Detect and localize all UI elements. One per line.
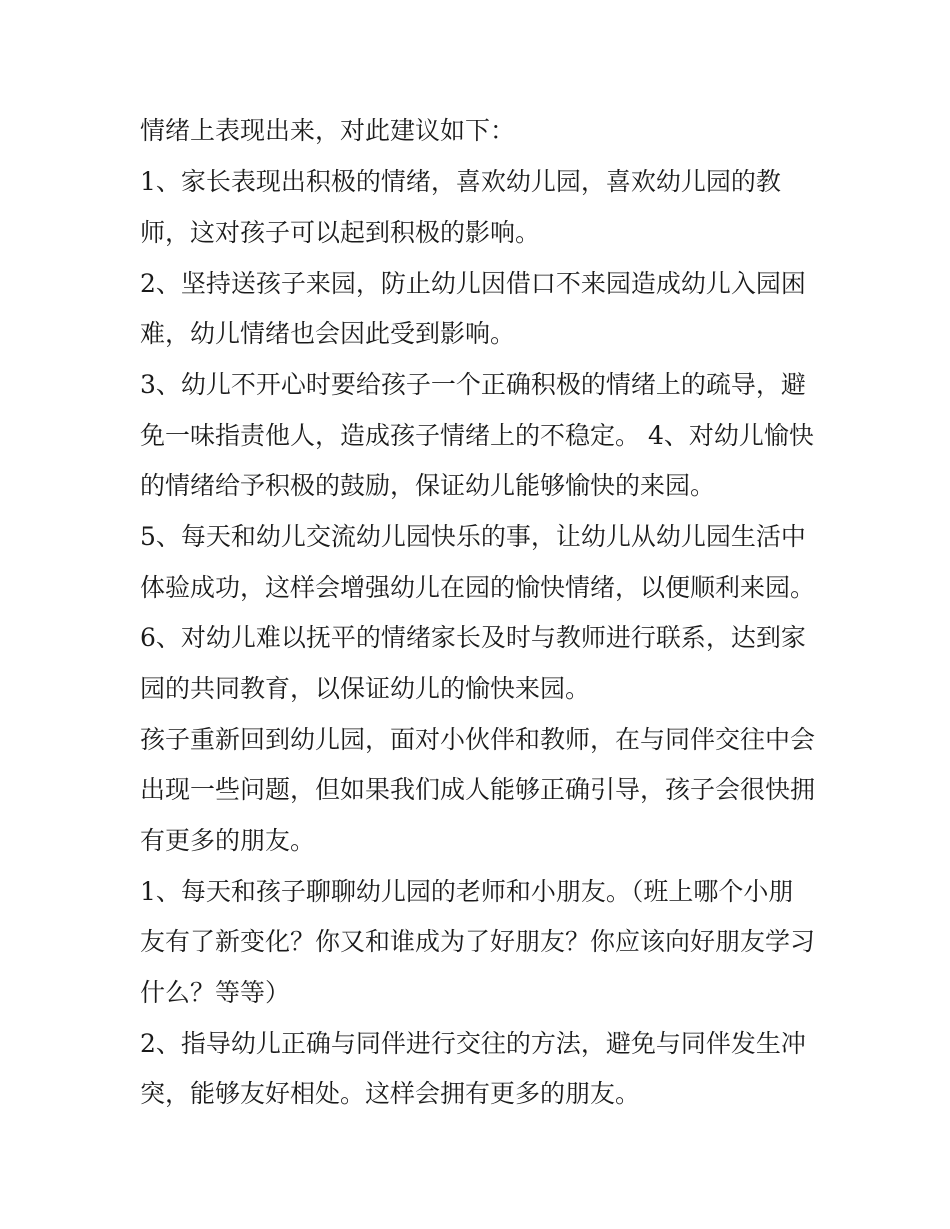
text-line: 的情绪给予积极的鼓励，保证幼儿能够愉快的来园。 [140, 471, 716, 500]
text-line: 1、家长表现出积极的情绪，喜欢幼儿园，喜欢幼儿园的教 [140, 167, 781, 196]
text-line: 园的共同教育，以保证幼儿的愉快来园。 [140, 674, 591, 703]
text-line: 难，幼儿情绪也会因此受到影响。 [140, 319, 516, 348]
text-line: 情绪上表现出来，对此建议如下： [140, 116, 516, 145]
text-line: 有更多的朋友。 [140, 826, 316, 855]
text-line: 1、每天和孩子聊聊幼儿园的老师和小朋友。（班上哪个小朋 [140, 877, 794, 906]
text-line: 3、幼儿不开心时要给孩子一个正确积极的情绪上的疏导，避 [140, 370, 806, 399]
text-line: 5、每天和幼儿交流幼儿园快乐的事，让幼儿从幼儿园生活中 [140, 522, 806, 551]
text-line: 师，这对孩子可以起到积极的影响。 [140, 218, 541, 247]
text-line: 体验成功，这样会增强幼儿在园的愉快情绪，以便顺利来园。 [140, 573, 816, 602]
text-line: 免一味指责他人，造成孩子情绪上的不稳定。 4、对幼儿愉快 [140, 421, 814, 450]
text-line: 6、对幼儿难以抚平的情绪家长及时与教师进行联系，达到家 [140, 623, 806, 652]
text-line: 什么？等等） [140, 978, 291, 1007]
text-line: 孩子重新回到幼儿园，面对小伙伴和教师，在与同伴交往中会 [140, 725, 816, 754]
text-line: 2、坚持送孩子来园，防止幼儿因借口不来园造成幼儿入园困 [140, 269, 806, 298]
text-line: 友有了新变化？你又和谁成为了好朋友？你应该向好朋友学习 [140, 927, 816, 956]
text-line: 2、指导幼儿正确与同伴进行交往的方法，避免与同伴发生冲 [140, 1029, 806, 1058]
text-line: 出现一些问题，但如果我们成人能够正确引导，孩子会很快拥 [140, 775, 816, 804]
text-line: 突，能够友好相处。这样会拥有更多的朋友。 [140, 1079, 641, 1108]
